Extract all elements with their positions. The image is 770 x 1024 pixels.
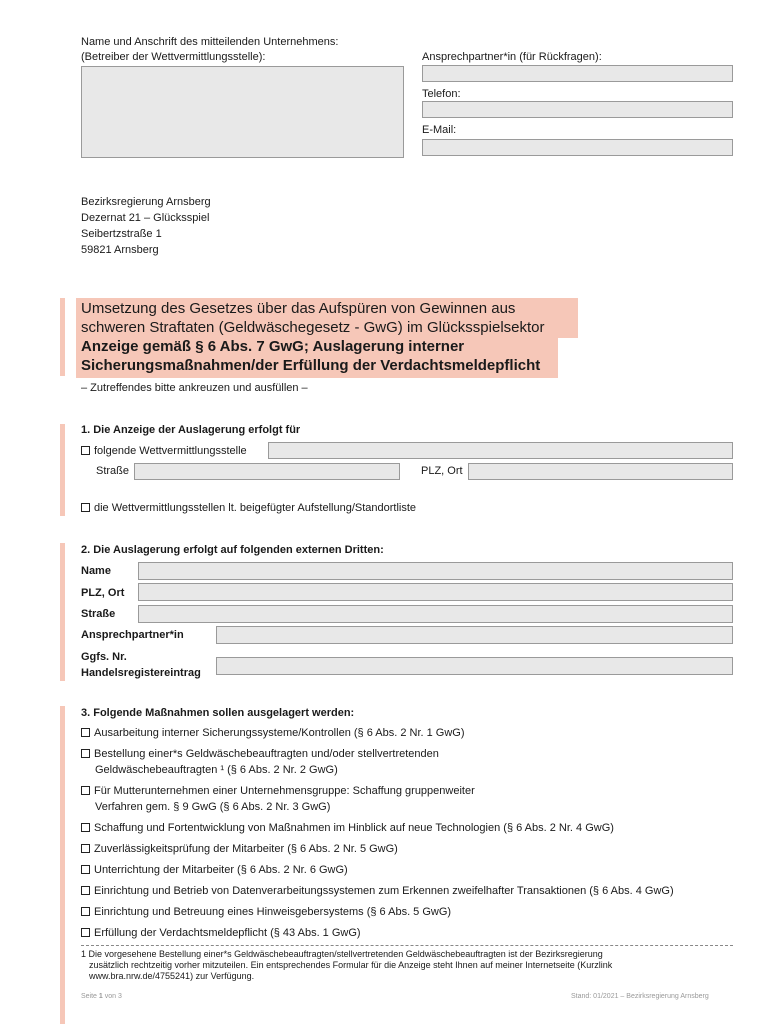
section2-title: 2. Die Auslagerung erfolgt auf folgenden externen Dritten: — [81, 544, 384, 556]
stand-note: Stand: 01/2021 – Bezirksregierung Arnsberg — [571, 993, 709, 1000]
checkbox[interactable] — [81, 446, 90, 455]
checkbox[interactable] — [81, 728, 90, 737]
third-party-plz-field[interactable] — [138, 583, 733, 601]
contact-field[interactable] — [422, 65, 733, 82]
phone-label: Telefon: — [422, 88, 461, 100]
third-party-contact-field[interactable] — [216, 626, 733, 644]
footnote: 1 Die vorgesehene Bestellung einer*s Geldwäschebeauftragten/stellvertretenden Geldwäschebeauftragten ist der Bezirksregierung zusätzlich rechtzeitig vorher mitzuteilen. Ein entsprechendes Formular für die Anzeige steht Ihnen auf meiner Internetseite (Kurzlink www.bra.nrw.de/4755241) zur Verfügung. — [81, 949, 613, 981]
betting-office-field[interactable] — [268, 442, 733, 459]
section3-accent-bar — [60, 706, 65, 1024]
section1-option2[interactable]: die Wettvermittlungsstellen lt. beigefügter Aufstellung/Standortliste — [81, 500, 416, 516]
section1-title: 1. Die Anzeige der Auslagerung erfolgt für — [81, 424, 301, 436]
contact-label: Ansprechpartner*in — [81, 629, 184, 641]
measure-item[interactable]: Bestellung einer*s Geldwäschebeauftragten und/oder stellvertretenden Geldwäschebeauftragten ¹ (§ 6 Abs. 2 Nr. 2 GwG) — [81, 746, 439, 778]
section2-accent-bar — [60, 543, 65, 681]
measure-item[interactable]: Ausarbeitung interner Sicherungssysteme/Kontrollen (§ 6 Abs. 2 Nr. 1 GwG) — [81, 725, 465, 741]
measure-item[interactable]: Erfüllung der Verdachtsmeldepflicht (§ 43 Abs. 1 GwG) — [81, 925, 361, 941]
contact-label: Ansprechpartner*in (für Rückfragen): — [422, 51, 602, 63]
street-label: Straße — [96, 465, 130, 477]
section1-accent-bar — [60, 424, 65, 516]
checkbox[interactable] — [81, 749, 90, 758]
recipient-address: Bezirksregierung Arnsberg Dezernat 21 – Glücksspiel Seibertzstraße 1 59821 Arnsberg — [81, 196, 211, 256]
checkbox[interactable] — [81, 928, 90, 937]
third-party-name-field[interactable] — [138, 562, 733, 580]
page-title: Umsetzung des Gesetzes über das Aufspüren von Gewinnen aus schweren Straftaten (Geldwäschegesetz - GwG) im Glücksspielsektor Anzeige gemäß § 6 Abs. 7 GwG; Auslagerung interner Sicherungsmaßnahmen/der Erfüllung der Verdachtsmeldepflicht — [81, 300, 545, 374]
checkbox[interactable] — [81, 907, 90, 916]
street-field[interactable] — [134, 463, 400, 480]
checkbox[interactable] — [81, 503, 90, 512]
section3-title: 3. Folgende Maßnahmen sollen ausgelagert werden: — [81, 707, 355, 719]
email-label: E-Mail: — [422, 124, 457, 136]
checkbox[interactable] — [81, 786, 90, 795]
title-note: – Zutreffendes bitte ankreuzen und ausfüllen – — [81, 382, 308, 394]
plz-label: PLZ, Ort — [81, 587, 125, 599]
footnote-divider — [81, 945, 733, 946]
sender-label: Name und Anschrift des mitteilenden Unternehmens: (Betreiber der Wettvermittlungsstelle): — [81, 36, 339, 63]
measure-item[interactable]: Einrichtung und Betrieb von Datenverarbeitungssystemen zum Erkennen zweifelhafter Transaktionen (§ 6 Abs. 4 GwG) — [81, 883, 674, 899]
title-accent-bar — [60, 298, 65, 376]
plz-field[interactable] — [468, 463, 733, 480]
street-label: Straße — [81, 608, 116, 620]
checkbox[interactable] — [81, 844, 90, 853]
plz-label: PLZ, Ort — [421, 465, 463, 477]
checkbox[interactable] — [81, 886, 90, 895]
measure-item[interactable]: Für Mutterunternehmen einer Unternehmensgruppe: Schaffung gruppenweiter Verfahren gem. § 9 GwG (§ 6 Abs. 2 Nr. 3 GwG) — [81, 783, 475, 815]
measure-item[interactable]: Schaffung und Fortentwicklung von Maßnahmen im Hinblick auf neue Technologien (§ 6 Abs. 2 Nr. 4 GwG) — [81, 820, 614, 836]
name-label: Name — [81, 565, 111, 577]
measure-item[interactable]: Zuverlässigkeitsprüfung der Mitarbeiter (§ 6 Abs. 2 Nr. 5 GwG) — [81, 841, 398, 857]
third-party-street-field[interactable] — [138, 605, 733, 623]
checkbox[interactable] — [81, 865, 90, 874]
section1-option1[interactable]: folgende Wettvermittlungsstelle — [81, 443, 247, 459]
measure-item[interactable]: Unterrichtung der Mitarbeiter (§ 6 Abs. 2 Nr. 6 GwG) — [81, 862, 348, 878]
register-label: Ggfs. Nr. Handelsregistereintrag — [81, 651, 201, 679]
register-number-field[interactable] — [216, 657, 733, 675]
checkbox[interactable] — [81, 823, 90, 832]
email-field[interactable] — [422, 139, 733, 156]
sender-address-field[interactable] — [81, 66, 404, 158]
measure-item[interactable]: Einrichtung und Betreuung eines Hinweisgebersystems (§ 6 Abs. 5 GwG) — [81, 904, 451, 920]
page-number: Seite 1 von 3 — [81, 993, 122, 1000]
phone-field[interactable] — [422, 101, 733, 118]
